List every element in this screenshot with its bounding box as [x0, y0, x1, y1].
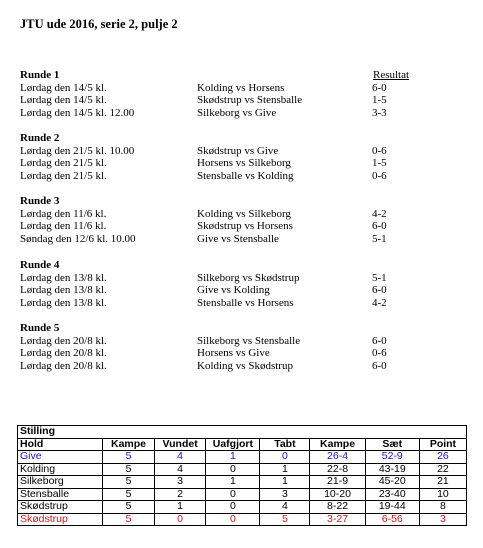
matches-drawn: 1: [206, 451, 260, 464]
set-score: 23-40: [365, 488, 419, 501]
match-date: Lørdag den 13/8 kl.: [20, 284, 107, 296]
matches-won: 4: [154, 451, 206, 464]
matches-lost: 0: [260, 451, 310, 464]
match-result: 3-3: [372, 106, 387, 119]
team-name: Skødstrup: [18, 513, 103, 526]
matches-played: 5: [103, 451, 155, 464]
team-name: Kolding: [18, 463, 103, 476]
header-sets: Sæt: [365, 438, 419, 451]
match-result: 6-0: [372, 334, 387, 347]
match-date: Lørdag den 21/5 kl. 10.00: [20, 144, 135, 157]
match-row: [20, 297, 450, 310]
match-teams: Horsens vs Give: [197, 347, 270, 359]
points: 22: [419, 463, 466, 476]
match-teams: Give vs Stensballe: [197, 232, 279, 245]
standings-row: [18, 463, 467, 476]
team-name: Stensballe: [18, 488, 103, 501]
match-result: 0-6: [372, 169, 387, 182]
match-result: 6-0: [372, 81, 387, 94]
match-row: [20, 347, 450, 360]
matches-drawn: 0: [206, 488, 260, 501]
standings-table: [17, 425, 467, 526]
match-teams: Silkeborg vs Stensballe: [197, 334, 301, 347]
round-title: Runde 1: [20, 69, 60, 81]
matches-lost: 5: [260, 513, 310, 526]
match-score: 22-8: [310, 463, 365, 476]
set-score: 52-9: [365, 451, 419, 464]
match-date: Lørdag den 13/8 kl.: [20, 296, 107, 309]
match-score: 10-20: [310, 488, 365, 501]
match-result: 4-2: [372, 296, 387, 309]
match-score: 26-4: [310, 451, 365, 464]
round-section: [20, 69, 450, 119]
matches-won: 2: [154, 488, 206, 501]
match-teams: Stensballe vs Kolding: [197, 169, 294, 182]
points: 26: [419, 451, 466, 464]
match-row: [20, 157, 450, 170]
match-row: [20, 107, 450, 120]
match-teams: Silkeborg vs Give: [197, 106, 277, 119]
team-name: Give: [18, 451, 103, 464]
round-title: Runde 4: [20, 259, 60, 271]
match-score: 3-27: [310, 513, 365, 526]
match-teams: Give vs Kolding: [197, 284, 270, 296]
round-section: [20, 132, 450, 182]
round-title: Runde 5: [20, 322, 60, 334]
round-title: Runde 2: [20, 132, 60, 144]
matches-lost: 1: [260, 476, 310, 489]
match-teams: Kolding vs Skødstrup: [197, 359, 293, 372]
round-section: [20, 259, 450, 309]
standings-row: [18, 501, 467, 514]
match-teams: Kolding vs Silkeborg: [197, 207, 291, 220]
set-score: 43-19: [365, 463, 419, 476]
team-name: Silkeborg: [18, 476, 103, 489]
matches-drawn: 0: [206, 463, 260, 476]
header-matches: Kampe: [103, 438, 155, 451]
results-column-header: Resultat: [373, 69, 410, 81]
match-row: [20, 360, 450, 373]
standings-caption: Stilling: [18, 426, 467, 439]
points: 21: [419, 476, 466, 489]
team-name: Skødstrup: [18, 501, 103, 514]
match-date: Lørdag den 14/5 kl.: [20, 94, 107, 106]
matches-won: 4: [154, 463, 206, 476]
standings-header-row: [18, 438, 467, 451]
match-row: [20, 284, 450, 297]
match-result: 1-5: [372, 157, 387, 169]
match-date: Lørdag den 21/5 kl.: [20, 169, 107, 182]
match-result: 6-0: [372, 284, 387, 296]
match-score: 21-9: [310, 476, 365, 489]
match-row: [20, 335, 450, 348]
standings-row: [18, 476, 467, 489]
matches-won: 3: [154, 476, 206, 489]
match-result: 5-1: [372, 271, 387, 284]
round-title: Runde 3: [20, 195, 60, 207]
points: 8: [419, 501, 466, 514]
match-result: 1-5: [372, 94, 387, 106]
header-team: Hold: [18, 438, 103, 451]
match-date: Lørdag den 20/8 kl.: [20, 334, 107, 347]
match-row: [20, 220, 450, 233]
match-row: [20, 82, 450, 95]
matches-drawn: 0: [206, 513, 260, 526]
matches-lost: 1: [260, 463, 310, 476]
match-teams: Horsens vs Silkeborg: [197, 157, 291, 169]
match-date: Lørdag den 11/6 kl.: [20, 220, 107, 232]
match-date: Lørdag den 21/5 kl.: [20, 157, 107, 169]
header-lost: Tabt: [260, 438, 310, 451]
match-date: Lørdag den 14/5 kl. 12.00: [20, 106, 135, 119]
match-teams: Stensballe vs Horsens: [197, 296, 294, 309]
match-row: [20, 272, 450, 285]
standings-row: [18, 513, 467, 526]
matches-drawn: 0: [206, 501, 260, 514]
match-result: 0-6: [372, 347, 387, 359]
matches-lost: 4: [260, 501, 310, 514]
match-teams: Silkeborg vs Skødstrup: [197, 271, 300, 284]
standings-row: [18, 451, 467, 464]
set-score: 19-44: [365, 501, 419, 514]
matches-played: 5: [103, 476, 155, 489]
match-row: [20, 145, 450, 158]
standings-row: [18, 488, 467, 501]
round-section: [20, 322, 450, 372]
match-date: Lørdag den 20/8 kl.: [20, 359, 107, 372]
matches-lost: 3: [260, 488, 310, 501]
round-section: [20, 195, 450, 245]
match-result: 0-6: [372, 144, 387, 157]
matches-played: 5: [103, 488, 155, 501]
match-row: [20, 170, 450, 183]
match-result: 5-1: [372, 232, 387, 245]
matches-won: 1: [154, 501, 206, 514]
match-result: 6-0: [372, 220, 387, 232]
matches-played: 5: [103, 513, 155, 526]
header-draw: Uafgjort: [206, 438, 260, 451]
match-row: [20, 94, 450, 107]
match-teams: Skødstrup vs Horsens: [197, 220, 293, 232]
header-won: Vundet: [154, 438, 206, 451]
match-score: 8-22: [310, 501, 365, 514]
match-teams: Kolding vs Horsens: [197, 81, 285, 94]
matches-played: 5: [103, 463, 155, 476]
match-row: [20, 208, 450, 221]
matches-played: 5: [103, 501, 155, 514]
match-date: Lørdag den 11/6 kl.: [20, 207, 107, 220]
matches-won: 0: [154, 513, 206, 526]
match-teams: Skødstrup vs Stensballe: [197, 94, 303, 106]
match-date: Lørdag den 14/5 kl.: [20, 81, 107, 94]
points: 10: [419, 488, 466, 501]
match-result: 4-2: [372, 207, 387, 220]
set-score: 6-56: [365, 513, 419, 526]
page-title: JTU ude 2016, serie 2, pulje 2: [20, 17, 178, 31]
match-date: Lørdag den 20/8 kl.: [20, 347, 107, 359]
header-points: Point: [419, 438, 466, 451]
standings-caption-row: [18, 426, 467, 439]
points: 3: [419, 513, 466, 526]
match-date: Lørdag den 13/8 kl.: [20, 271, 107, 284]
set-score: 45-20: [365, 476, 419, 489]
match-result: 6-0: [372, 359, 387, 372]
match-teams: Skødstrup vs Give: [197, 144, 279, 157]
header-match-score: Kampe: [310, 438, 365, 451]
match-date: Søndag den 12/6 kl. 10.00: [20, 232, 136, 245]
match-row: [20, 233, 450, 246]
matches-drawn: 1: [206, 476, 260, 489]
